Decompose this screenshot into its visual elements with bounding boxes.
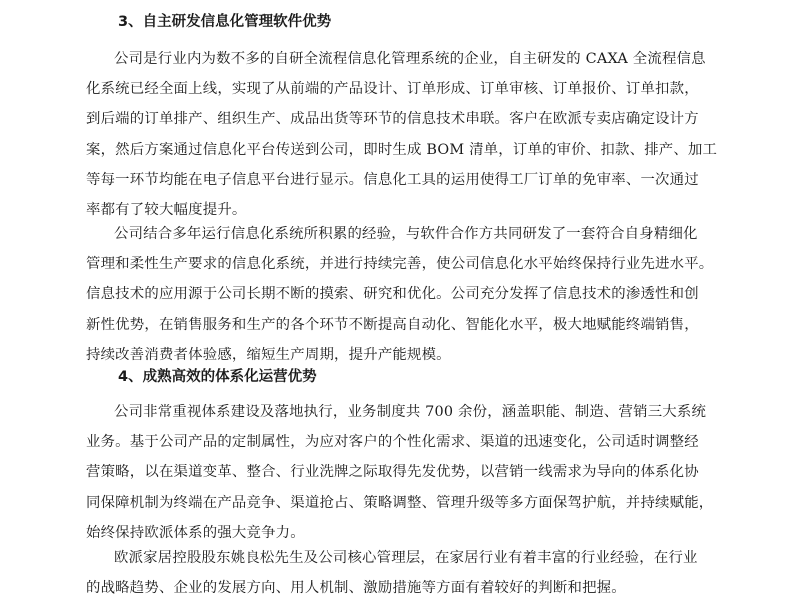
paragraph-line: 案，然后方案通过信息化平台传送到公司，即时生成 BOM 清单，订单的审价、扣款、排产、加工 bbox=[86, 141, 718, 158]
paragraph-line: 始终保持欧派体系的强大竞争力。 bbox=[86, 524, 305, 541]
paragraph bbox=[86, 543, 698, 603]
paragraph bbox=[86, 397, 714, 548]
paragraph bbox=[86, 219, 714, 370]
paragraph-line: 新性优势，在销售服务和生产的各个环节不断提高自动化、智能化水平，极大地赋能终端销售， bbox=[86, 316, 699, 333]
paragraph-line: 欧派家居控股股东姚良松先生及公司核心管理层，在家居行业有着丰富的行业经验，在行业 bbox=[114, 550, 698, 566]
paragraph bbox=[86, 44, 718, 225]
paragraph-line: 公司是行业内为数不多的自研全流程信息化管理系统的企业，自主研发的 CAXA 全流程信息 bbox=[114, 51, 706, 67]
paragraph-line: 管理和柔性生产要求的信息化系统，并进行持续完善，使公司信息化水平始终保持行业先进水平。 bbox=[86, 256, 714, 273]
paragraph-line: 化系统已经全面上线，实现了从前端的产品设计、订单形成、订单审核、订单报价、订单扣款， bbox=[86, 81, 699, 98]
paragraph-line: 信息技术的应用源于公司长期不断的摸索、研究和优化。公司充分发挥了信息技术的渗透性和创 bbox=[86, 286, 699, 303]
paragraph-line: 营策略，以在渠道变革、整合、行业洗牌之际取得先发优势，以营销一线需求为导向的体系化协 bbox=[86, 464, 699, 481]
section-heading-4: 4、成熟高效的体系化运营优势 bbox=[118, 369, 317, 385]
paragraph-line: 公司结合多年运行信息化系统所积累的经验，与软件合作方共同研发了一套符合自身精细化 bbox=[114, 226, 698, 242]
paragraph-line: 同保障机制为终端在产品竞争、渠道抢占、策略调整、管理升级等多方面保驾护航，并持续赋能， bbox=[86, 494, 714, 511]
section-heading-3: 3、自主研发信息化管理软件优势 bbox=[118, 14, 332, 30]
paragraph-line: 等每一环节均能在电子信息平台进行显示。信息化工具的运用使得工厂订单的免审率、一次通过 bbox=[86, 171, 699, 188]
paragraph-line: 到后端的订单排产、组织生产、成品出货等环节的信息技术串联。客户在欧派专卖店确定设计方 bbox=[86, 111, 699, 128]
paragraph-line: 的战略趋势、企业的发展方向、用人机制、激励措施等方面有着较好的判断和把握。 bbox=[86, 580, 626, 597]
paragraph-line: 持续改善消费者体验感，缩短生产周期，提升产能规模。 bbox=[86, 346, 451, 363]
paragraph-line: 公司非常重视体系建设及落地执行，业务制度共 700 余份，涵盖职能、制造、营销三大系统 bbox=[114, 404, 707, 420]
paragraph-line: 率都有了较大幅度提升。 bbox=[86, 202, 247, 219]
paragraph-line: 业务。基于公司产品的定制属性，为应对客户的个性化需求、渠道的迅速变化，公司适时调整经 bbox=[86, 434, 699, 451]
